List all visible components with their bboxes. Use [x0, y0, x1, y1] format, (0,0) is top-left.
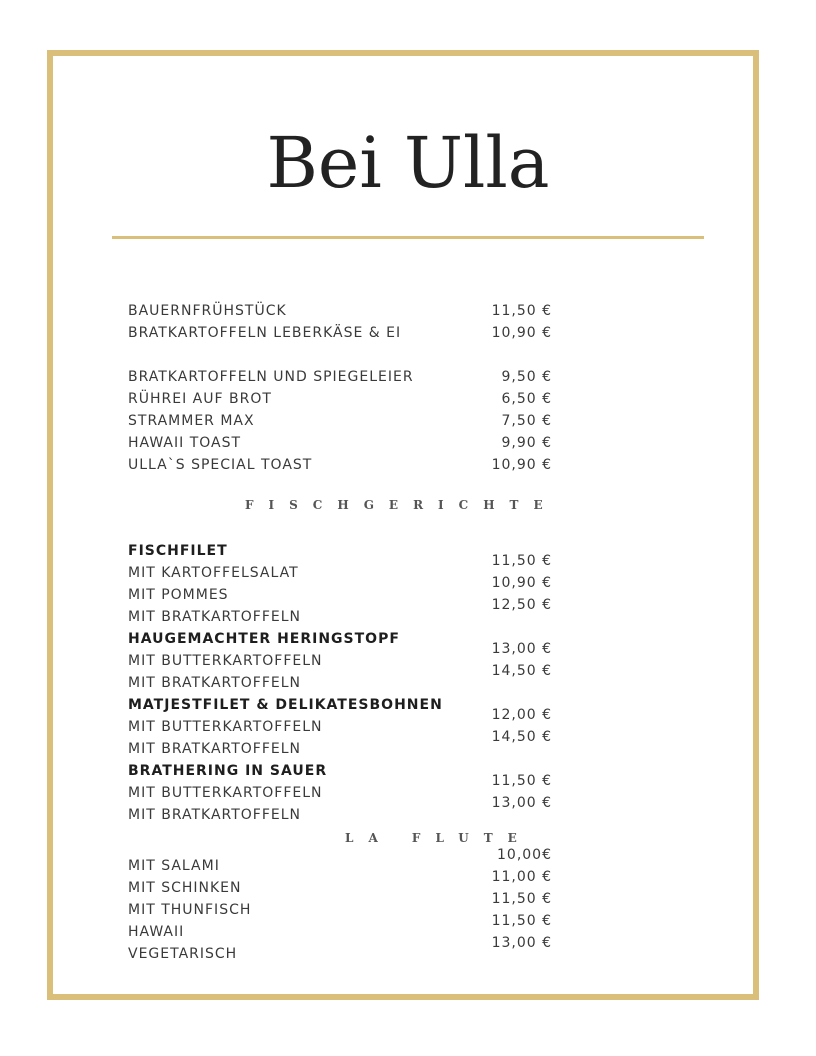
menu-item: HAWAII TOAST	[128, 435, 242, 451]
menu-item: MIT THUNFISCH	[128, 902, 252, 918]
menu-item: BRATKARTOFFELN LEBERKÄSE & EI	[128, 325, 402, 341]
menu-price: 13,00 €	[491, 641, 552, 657]
section-heading-la-flute: LA FLUTE	[345, 831, 532, 845]
menu-price: 10,90 €	[491, 457, 552, 473]
menu-option: MIT BRATKARTOFFELN	[128, 609, 302, 625]
menu-price: 13,00 €	[491, 795, 552, 811]
menu-price: 9,50 €	[501, 369, 552, 385]
menu-item: MIT SALAMI	[128, 858, 220, 874]
menu-item: BAUERNFRÜHSTÜCK	[128, 303, 287, 319]
menu-price: 12,00 €	[491, 707, 552, 723]
menu-price: 11,50 €	[491, 303, 552, 319]
menu-item: ULLA`S SPECIAL TOAST	[128, 457, 313, 473]
menu-option: MIT BRATKARTOFFELN	[128, 675, 302, 691]
menu-price: 7,50 €	[501, 413, 552, 429]
menu-option: MIT BUTTERKARTOFFELN	[128, 653, 323, 669]
menu-item: RÜHREI AUF BROT	[128, 391, 272, 407]
menu-price: 10,90 €	[491, 575, 552, 591]
page-title: Bei Ulla	[266, 122, 550, 204]
menu-group-title: BRATHERING IN SAUER	[128, 763, 328, 779]
menu-price: 9,90 €	[501, 435, 552, 451]
menu-option: MIT BUTTERKARTOFFELN	[128, 785, 323, 801]
menu-option: MIT POMMES	[128, 587, 229, 603]
menu-price: 14,50 €	[491, 663, 552, 679]
menu-option: MIT BUTTERKARTOFFELN	[128, 719, 323, 735]
menu-item: VEGETARISCH	[128, 946, 238, 962]
menu-option: MIT BRATKARTOFFELN	[128, 807, 302, 823]
menu-option: MIT KARTOFFELSALAT	[128, 565, 299, 581]
menu-price: 10,00€	[497, 847, 552, 863]
menu-group-title: FISCHFILET	[128, 543, 228, 559]
menu-price: 14,50 €	[491, 729, 552, 745]
menu-option: MIT BRATKARTOFFELN	[128, 741, 302, 757]
menu-group-title: HAUGEMACHTER HERINGSTOPF	[128, 631, 400, 647]
menu-item: MIT SCHINKEN	[128, 880, 242, 896]
menu-price: 11,50 €	[491, 891, 552, 907]
menu-price: 12,50 €	[491, 597, 552, 613]
menu-group-title: MATJESTFILET & DELIKATESBOHNEN	[128, 697, 443, 713]
menu-price: 11,50 €	[491, 913, 552, 929]
menu-price: 10,90 €	[491, 325, 552, 341]
menu-item: STRAMMER MAX	[128, 413, 255, 429]
menu-item: BRATKARTOFFELN UND SPIEGELEIER	[128, 369, 414, 385]
section-heading-fischgerichte: FISCHGERICHTE	[245, 498, 558, 512]
menu-price: 11,50 €	[491, 773, 552, 789]
menu-price: 6,50 €	[501, 391, 552, 407]
menu-price: 13,00 €	[491, 935, 552, 951]
menu-item: HAWAII	[128, 924, 185, 940]
title-divider	[112, 236, 704, 239]
menu-price: 11,00 €	[491, 869, 552, 885]
menu-price: 11,50 €	[491, 553, 552, 569]
